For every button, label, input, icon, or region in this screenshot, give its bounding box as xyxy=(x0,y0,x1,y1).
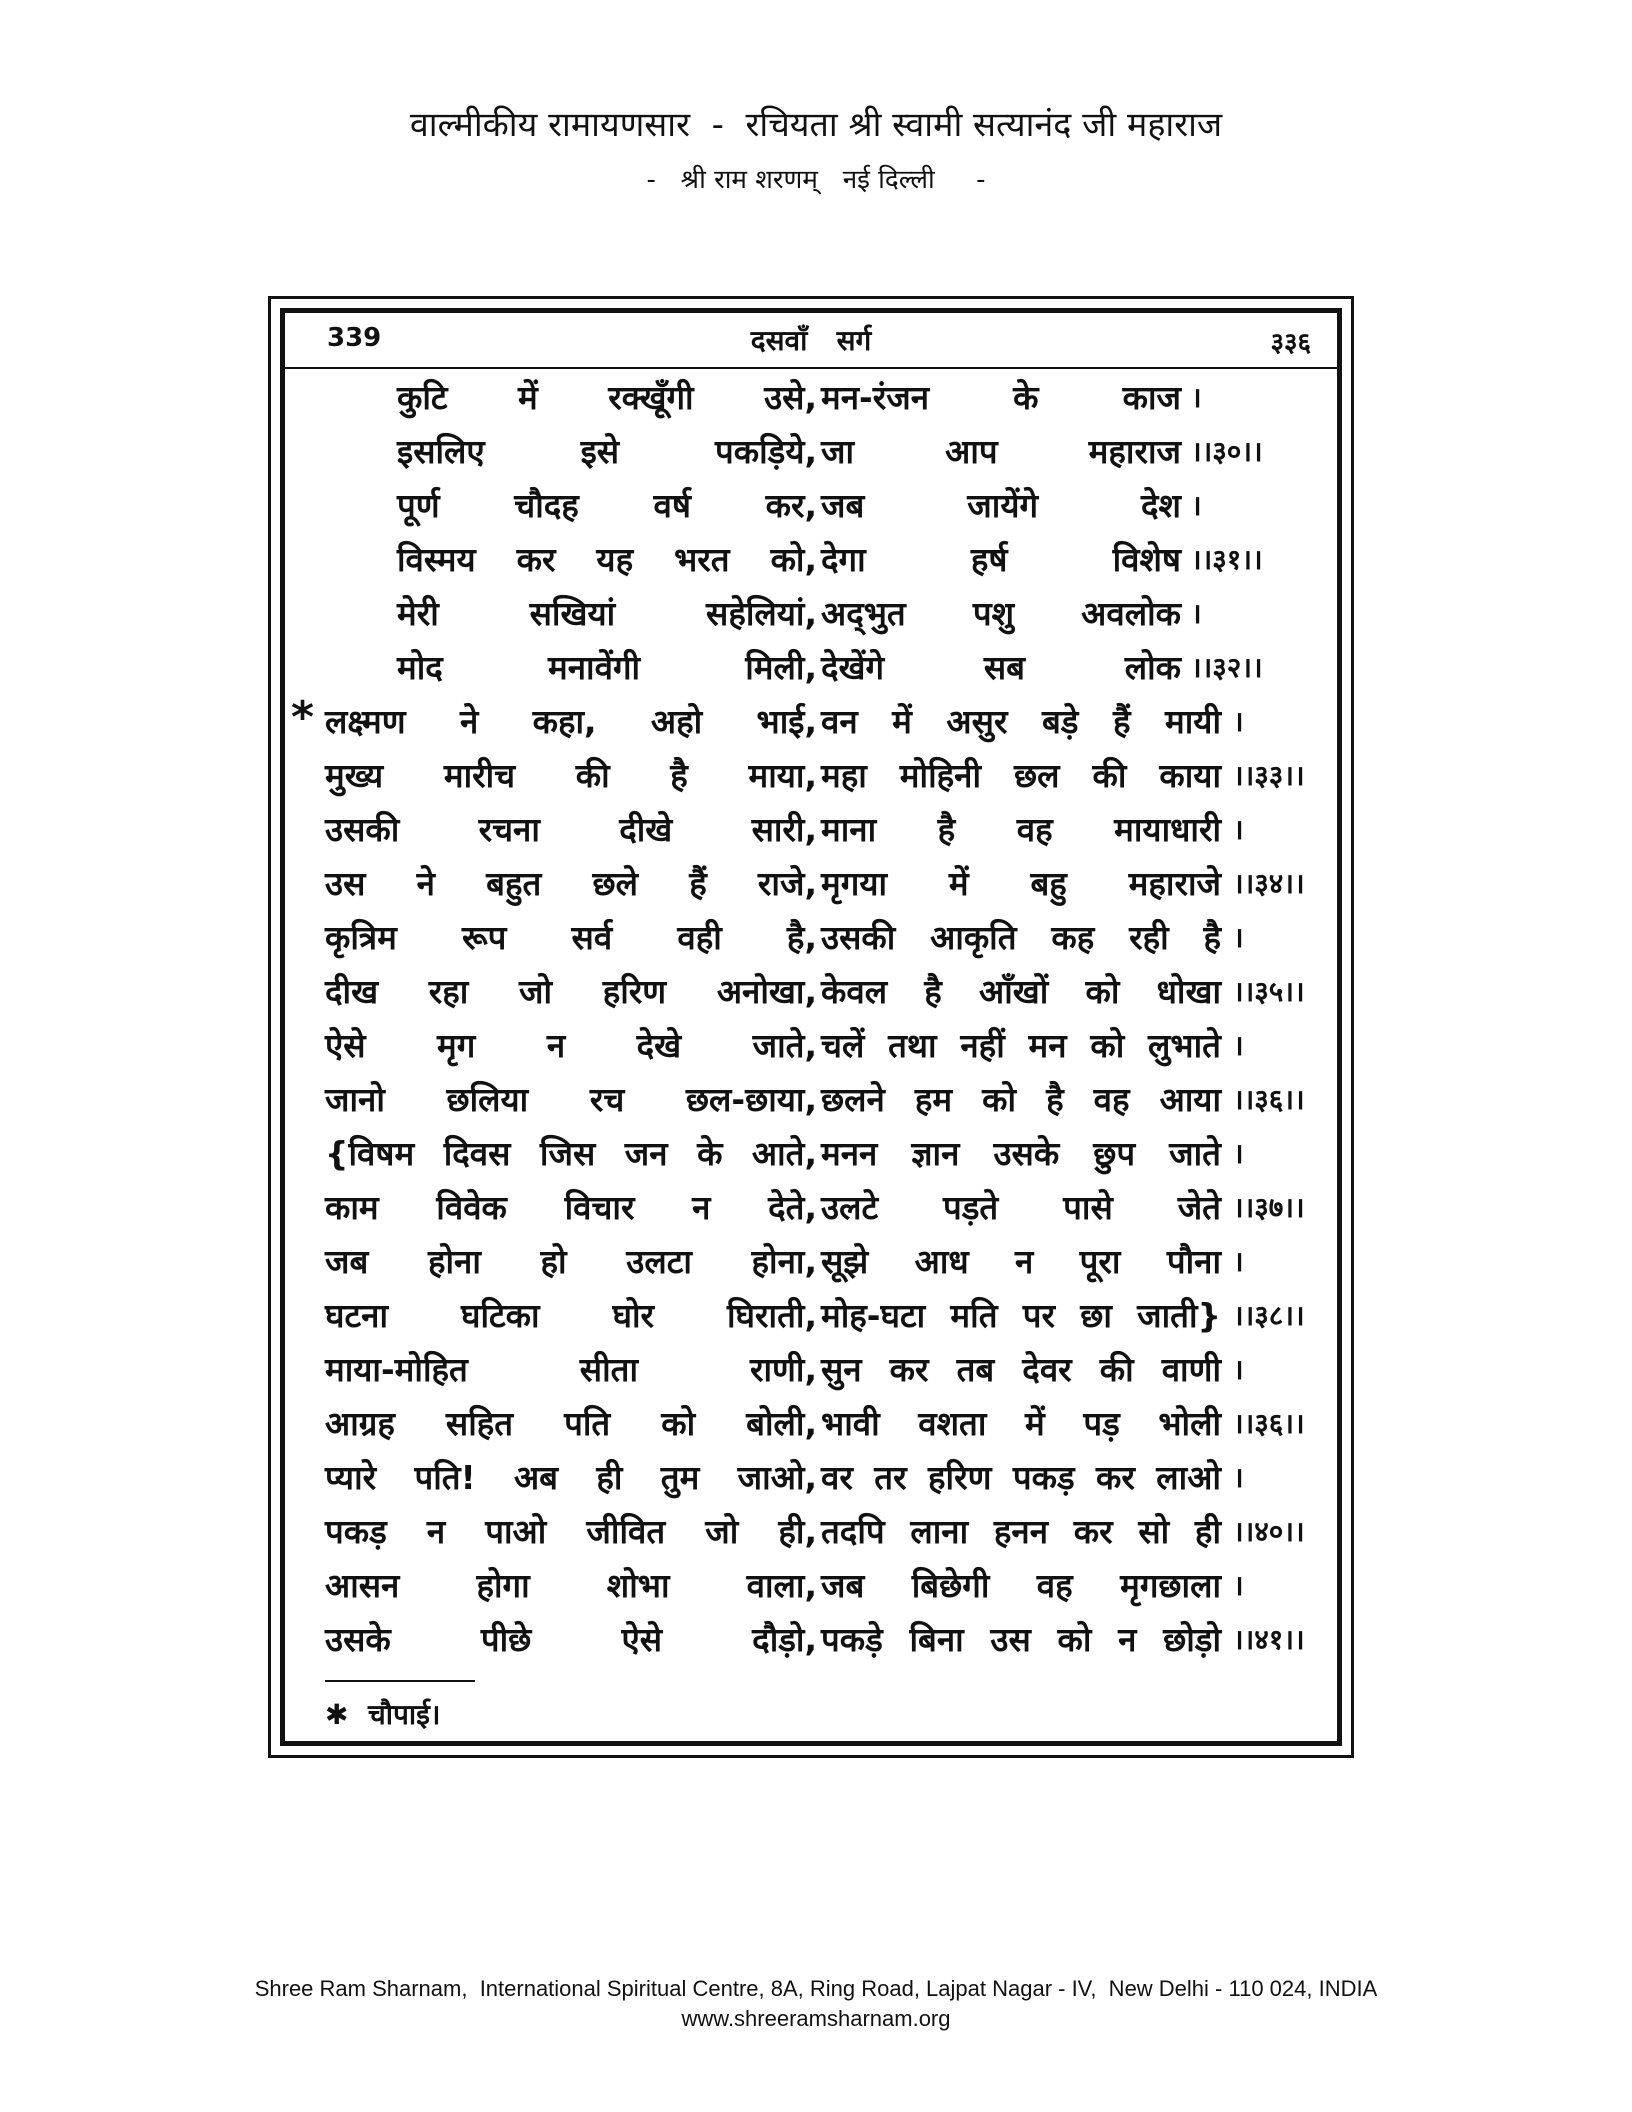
footnote-text: चौपाई। xyxy=(367,1698,441,1731)
verse-right-half: मृगया में बहु महाराजे xyxy=(821,864,1221,903)
verse-number-mark: । xyxy=(1233,1569,1244,1602)
verse-right-half: केवल है आँखों को धोखा xyxy=(821,972,1221,1011)
verse-line xyxy=(285,1181,1337,1235)
page-number-devanagari: ३३६ xyxy=(1270,328,1311,358)
footnote-star-icon: ✱ xyxy=(325,1698,349,1731)
verse-line xyxy=(285,479,1337,533)
page-header-row xyxy=(285,313,1337,369)
verse-number-mark: ।।३३।। xyxy=(1233,759,1305,792)
verse-number-mark: । xyxy=(1233,1461,1244,1494)
verse-number-mark: । xyxy=(1191,381,1202,414)
footer-address: Shree Ram Sharnam, International Spiritual Centre, 8A, Ring Road, Lajpat Nagar - IV, New Delhi - 110 024, INDIA xyxy=(254,1976,1378,2001)
verse-left-half: आग्रह सहित पति को बोली, xyxy=(325,1404,817,1443)
document-title: वाल्मीकीय रामायणसार - रचियता श्री स्वामी सत्यानंद जी महाराज xyxy=(409,105,1223,145)
page-frame xyxy=(268,296,1354,1758)
verse-line xyxy=(285,1505,1337,1559)
verse-number-mark: । xyxy=(1233,1353,1244,1386)
verse-right-half: देगा हर्ष विशेष xyxy=(821,540,1181,579)
verse-line xyxy=(285,749,1337,803)
verse-number-mark: ।।४१।। xyxy=(1233,1623,1305,1656)
verse-left-half: घटना घटिका घोर घिराती, xyxy=(325,1296,817,1335)
verse-line xyxy=(285,425,1337,479)
verse-number-mark: । xyxy=(1191,489,1202,522)
verse-left-half: उसके पीछे ऐसे दौड़ो, xyxy=(325,1620,817,1659)
verse-number-mark: । xyxy=(1233,1245,1244,1278)
verse-left-half: पूर्ण चौदह वर्ष कर, xyxy=(397,486,817,525)
footer-website: www.shreeramsharnam.org xyxy=(681,2006,951,2031)
verse-left-half: आसन होगा शोभा वाला, xyxy=(325,1566,817,1605)
verse-left-half: मेरी सखियां सहेलियां, xyxy=(397,594,817,633)
verse-right-half: भावी वशता में पड़ भोली xyxy=(821,1404,1221,1443)
verse-line xyxy=(285,1019,1337,1073)
verse-line xyxy=(285,857,1337,911)
verse-left-half: पकड़ न पाओ जीवित जो ही, xyxy=(325,1512,817,1551)
verse-left-half: ऐसे मृग न देखे जाते, xyxy=(325,1026,817,1065)
verse-left-half: कृत्रिम रूप सर्व वही है, xyxy=(325,918,817,957)
verse-number-mark: ।।३६।। xyxy=(1233,1407,1305,1440)
verse-line xyxy=(285,911,1337,965)
verse-line xyxy=(285,1073,1337,1127)
verse-right-half: चलें तथा नहीं मन को लुभाते xyxy=(821,1026,1221,1065)
verse-right-half: अद्‌भुत पशु अवलोक xyxy=(821,594,1181,633)
verse-right-half: सुन कर तब देवर की वाणी xyxy=(821,1350,1221,1389)
verse-left-half: विस्मय कर यह भरत को, xyxy=(397,540,817,579)
verse-right-half: जब बिछेगी वह मृगछाला xyxy=(821,1566,1221,1605)
verse-right-half: तदपि लाना हनन कर सो ही xyxy=(821,1512,1221,1551)
verse-number-mark: ।।४०।। xyxy=(1233,1515,1305,1548)
verse-line xyxy=(285,1451,1337,1505)
chaupai-star-marker: * xyxy=(291,692,315,743)
verse-right-half: वन में असुर बड़े हैं मायी xyxy=(821,702,1221,741)
verse-right-half: छलने हम को है वह आया xyxy=(821,1080,1221,1119)
verse-number-mark: ।।३४।। xyxy=(1233,867,1305,900)
verse-line xyxy=(285,1127,1337,1181)
verse-number-mark: ।।३१।। xyxy=(1191,543,1263,576)
verse-right-half: पकड़े बिना उस को न छोड़ो xyxy=(821,1620,1221,1659)
verse-number-mark: । xyxy=(1233,1137,1244,1170)
verse-number-mark: । xyxy=(1233,921,1244,954)
verse-right-half: देखेंगे सब लोक xyxy=(821,648,1181,687)
verse-number-mark: ।।३६।। xyxy=(1233,1083,1305,1116)
verse-right-half: सूझे आध न पूरा पौना xyxy=(821,1242,1221,1281)
page-number-latin: 339 xyxy=(327,323,382,353)
verse-number-mark: । xyxy=(1191,597,1202,630)
verse-number-mark: ।।३८।। xyxy=(1233,1299,1305,1332)
verse-line xyxy=(285,965,1337,1019)
verse-line xyxy=(285,803,1337,857)
verse-line xyxy=(285,371,1337,425)
verse-number-mark: । xyxy=(1233,1029,1244,1062)
verse-number-mark: । xyxy=(1233,813,1244,846)
verse-left-half: जानो छलिया रच छल-छाया, xyxy=(325,1080,817,1119)
document-subtitle: - श्री राम शरणम् नई दिल्ली - xyxy=(646,165,986,195)
verse-right-half: मनन ज्ञान उसके छुप जाते xyxy=(821,1134,1221,1173)
verse-right-half: महा मोहिनी छल की काया xyxy=(821,756,1221,795)
verse-left-half: प्यारे पति! अब ही तुम जाओ, xyxy=(325,1458,817,1497)
verse-right-half: वर तर हरिण पकड़ कर लाओ xyxy=(821,1458,1221,1497)
verse-number-mark: ।।३२।। xyxy=(1191,651,1263,684)
verse-line xyxy=(285,587,1337,641)
verse-right-half: मोह-घटा मति पर छा जाती} xyxy=(821,1296,1221,1335)
verse-line xyxy=(285,641,1337,695)
verse-right-half: उलटे पड़ते पासे जेते xyxy=(821,1188,1221,1227)
verse-line xyxy=(285,692,1337,749)
verse-right-half: जा आप महाराज xyxy=(821,432,1181,471)
verse-right-half: उसकी आकृति कह रही है xyxy=(821,918,1221,957)
verse-left-half: लक्ष्मण ने कहा, अहो भाई, xyxy=(325,702,817,741)
verse-number-mark: ।।३५।। xyxy=(1233,975,1305,1008)
footnote-divider xyxy=(325,1680,475,1682)
verse-right-half: जब जायेंगे देश xyxy=(821,486,1181,525)
verse-left-half: माया-मोहित सीता राणी, xyxy=(325,1350,817,1389)
verse-number-mark: ।।३७।। xyxy=(1233,1191,1305,1224)
verse-left-half: {विषम दिवस जिस जन के आते, xyxy=(325,1134,817,1173)
verse-line xyxy=(285,1613,1337,1667)
verse-right-half: माना है वह मायाधारी xyxy=(821,810,1221,849)
chapter-title: दसवाँ सर्ग xyxy=(750,324,872,357)
verse-left-half: काम विवेक विचार न देते, xyxy=(325,1188,817,1227)
verse-line xyxy=(285,1343,1337,1397)
verse-number-mark: । xyxy=(1233,705,1244,738)
verse-line xyxy=(285,1397,1337,1451)
verse-left-half: उसकी रचना दीखे सारी, xyxy=(325,810,817,849)
verse-line xyxy=(285,533,1337,587)
verse-left-half: उस ने बहुत छले हैं राजे, xyxy=(325,864,817,903)
verse-right-half: मन-रंजन के काज xyxy=(821,378,1181,417)
footnote xyxy=(325,1695,441,1733)
verse-line xyxy=(285,1559,1337,1613)
verse-left-half: कुटि में रक्खूँगी उसे, xyxy=(397,378,817,417)
verse-line xyxy=(285,1289,1337,1343)
verse-left-half: मुख्य मारीच की है माया, xyxy=(325,756,817,795)
page-content-box xyxy=(280,308,1342,1746)
verse-left-half: जब होना हो उलटा होना, xyxy=(325,1242,817,1281)
verse-left-half: दीख रहा जो हरिण अनोखा, xyxy=(325,972,817,1011)
verse-left-half: मोद मनावेंगी मिली, xyxy=(397,648,817,687)
verse-number-mark: ।।३०।। xyxy=(1191,435,1263,468)
verse-line xyxy=(285,1235,1337,1289)
verse-left-half: इसलिए इसे पकड़िये, xyxy=(397,432,817,471)
